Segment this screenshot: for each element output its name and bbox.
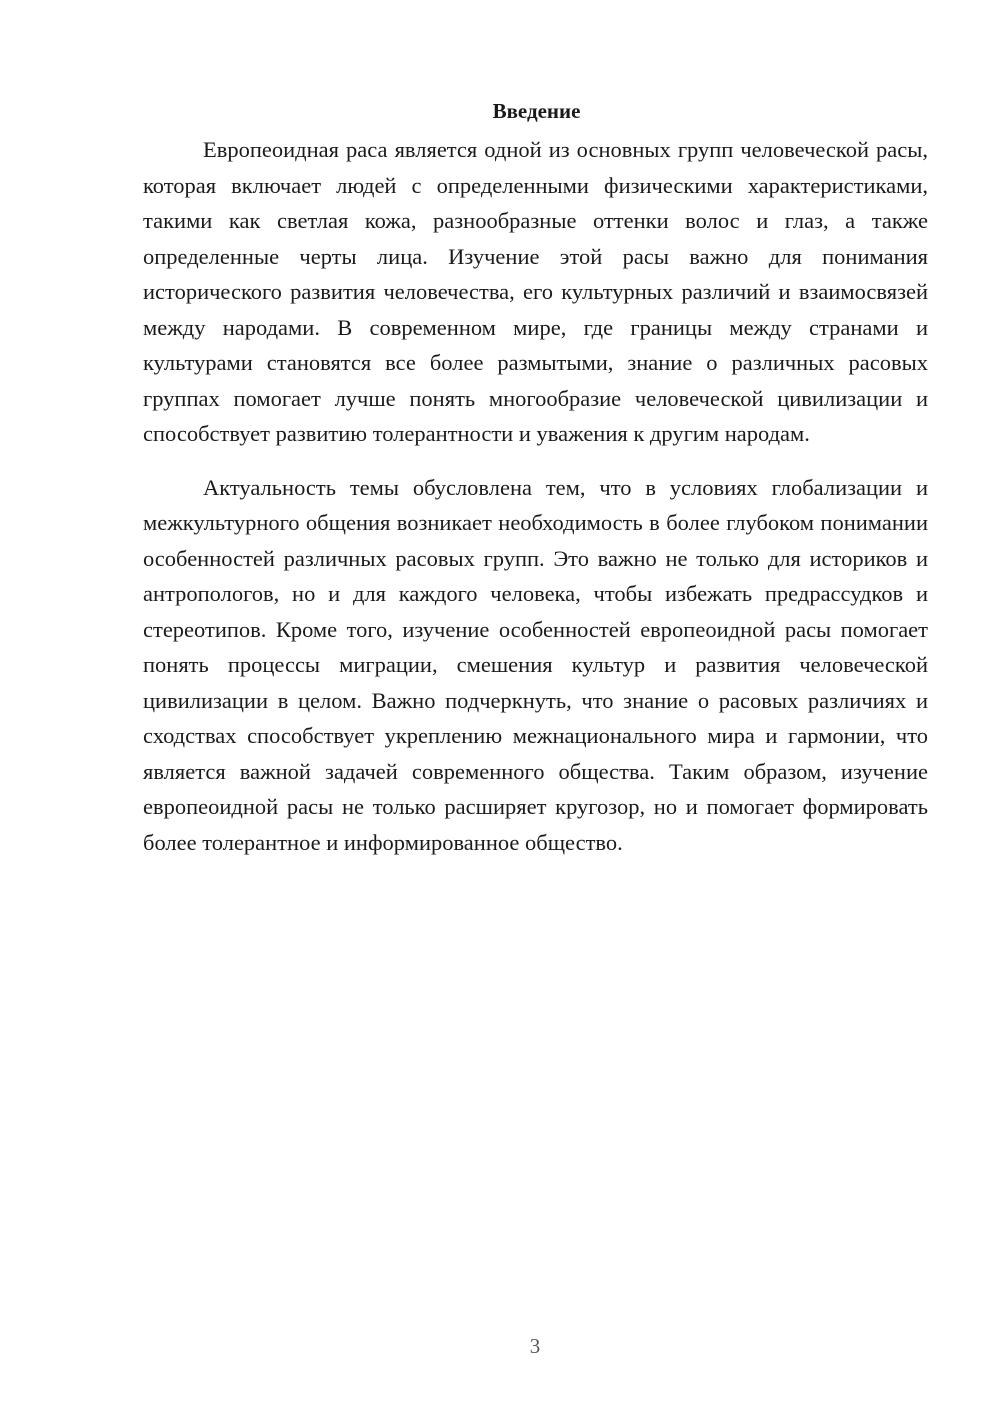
page-number: 3	[529, 1334, 541, 1358]
paragraph-intro: Европеоидная раса является одной из основных групп человеческой расы, которая включает людей с определенными физическими характеристиками, такими как светлая кожа, разнообразные оттенки волос и глаз, а также определенные черты лица. Изучение этой расы важно для понимания исторического развития человечества, его культурных различий и взаимосвязей между народами. В современном мире, где границы между странами и культурами становятся все более размытыми, знание о различных расовых группах помогает лучше понять многообразие человеческой цивилизации и способствует развитию толерантности и уважения к другим народам.	[143, 137, 928, 446]
page-content	[143, 96, 928, 860]
section-heading: Введение	[492, 99, 581, 123]
paragraph-relevance: Актуальность темы обусловлена тем, что в условиях глобализации и межкультурного общения возникает необходимость в более глубоком понимании особенностей различных расовых групп. Это важно не только для историков и антропологов, но и для каждого человека, чтобы избежать предрассудков и стереотипов. Кроме того, изучение особенностей европеоидной расы помогает понять процессы миграции, смешения культур и развития человеческой цивилизации в целом. Важно подчеркнуть, что знание о расовых различиях и сходствах способствует укреплению межнационального мира и гармонии, что является важной задачей современного общества. Таким образом, изучение европеоидной расы не только расширяет кругозор, но и помогает формировать более толерантное и информированное общество.	[143, 474, 928, 855]
